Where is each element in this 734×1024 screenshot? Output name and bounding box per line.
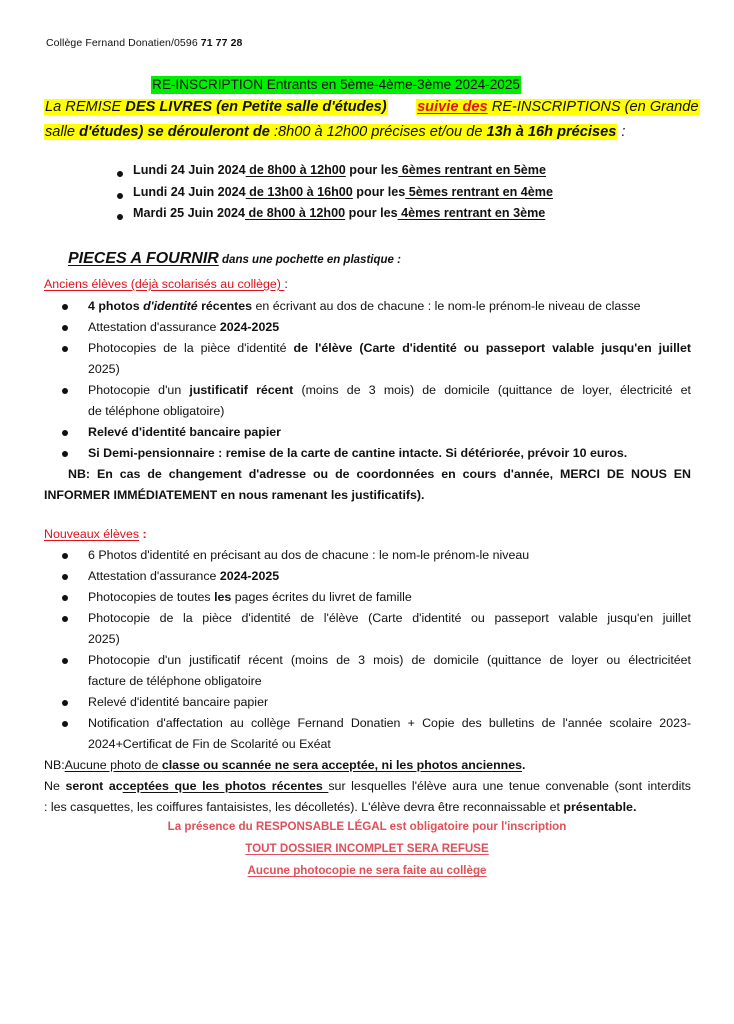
nouveaux-item: 6 Photos d'identité en précisant au dos de chacune : le nom-le prénom-le niveau: [88, 548, 530, 562]
note-bold: classe ou scannée ne sera acceptée, ni les photos anciennes: [161, 758, 522, 772]
item-text: (moins de 3 mois) de domicile (quittance de loyer, électricité et: [293, 383, 692, 397]
item-text: Photocopies de la pièce d'identité: [88, 341, 294, 355]
bullet-icon: [62, 346, 68, 352]
bullet-icon: [62, 721, 68, 727]
note-text: sur lesquelles l'élève aura une tenue convenable (sont interdits: [328, 779, 691, 793]
schedule-item: [133, 206, 545, 220]
note-bold: que les photos récentes: [168, 779, 329, 793]
nb-bold: INFORMER IMMÉDIATEMENT: [44, 488, 218, 502]
intro-text: salle: [45, 124, 80, 140]
bullet-icon: [62, 304, 68, 310]
school-header: [46, 37, 242, 49]
anciens-colon: :: [284, 277, 288, 291]
nouveaux-item: [88, 566, 691, 587]
nouveaux-item: Photocopie de la pièce d'identité de l'élève (Carte d'identité ou passeport valable jusqu'en juillet: [88, 611, 691, 625]
nouveaux-colon: :: [139, 527, 147, 541]
anciens-item: Si Demi-pensionnaire : remise de la carte de cantine intacte. Si détériorée, prévoir 10 euros.: [88, 446, 628, 460]
bullet-icon: [62, 616, 68, 622]
nouveaux-heading: [44, 527, 147, 541]
note-bold: ceptées: [122, 779, 169, 793]
item-text: de l'élève (Carte d'identité ou passeport valable jusqu'en juillet: [293, 341, 692, 355]
note-text: Ne: [44, 779, 66, 793]
note-text: Aucune photo de: [64, 758, 162, 772]
anciens-heading-text: Anciens élèves (déjà scolarisés au collège): [44, 277, 285, 291]
note-text: .: [522, 758, 526, 772]
footer-incomplet: [0, 842, 734, 855]
pieces-title: PIECES A FOURNIR: [68, 250, 219, 267]
document-title: RE-INSCRIPTION Entrants en 5ème-4ème-3ème 2024-2025: [152, 77, 520, 92]
item-text: Attestation d'assurance: [88, 320, 220, 334]
bullet-icon: [117, 171, 123, 177]
nb-text: en nous ramenant les justificatifs).: [217, 488, 425, 502]
notes-nb: [44, 755, 691, 776]
notes-photos-cont: [44, 797, 691, 818]
intro-line-2: [44, 122, 625, 142]
pieces-heading: [68, 250, 401, 268]
intro-text: :8h00 à 12h00 précises et/ou de: [269, 124, 487, 140]
anciens-item-cont: 2025): [88, 362, 120, 376]
bullet-icon: [62, 388, 68, 394]
schedule-date: Lundi 24 Juin 2024: [133, 185, 246, 199]
bullet-icon: [62, 700, 68, 706]
anciens-nb: NB: En cas de changement d'adresse ou de coordonnées en cours d'année, MERCI DE NOUS EN: [68, 467, 691, 481]
nouveaux-item: Relevé d'identité bancaire papier: [88, 695, 269, 709]
intro-colon: :: [617, 124, 626, 140]
schedule-item: [133, 185, 553, 199]
bullet-icon: [62, 553, 68, 559]
intro-line-1: [44, 97, 700, 117]
intro-bold: d'études) se dérouleront de: [79, 124, 270, 140]
bullet-icon: [62, 430, 68, 436]
note-bold: seront ac: [65, 779, 123, 793]
nouveaux-item: Photocopie d'un justificatif récent (moins de 3 mois) de domicile (quittance de loyer ou électricitéet: [88, 653, 691, 667]
schedule-text: pour les: [345, 206, 398, 220]
anciens-nb-cont: [44, 485, 691, 506]
schedule-group: 5èmes rentrant en 4ème: [405, 185, 553, 199]
note-text: NB:: [44, 758, 65, 772]
item-text: 2024-2025: [219, 569, 280, 583]
footer-text: llège: [460, 864, 487, 877]
nouveaux-item: Notification d'affectation au collège Fernand Donatien + Copie des bulletins de l'année scolaire 2023-: [88, 716, 691, 730]
schedule-text: pour les: [352, 185, 406, 199]
intro-text: La REMISE: [45, 99, 126, 115]
schedule-item: [133, 163, 546, 177]
schedule-group: 4èmes rentrant en 3ème: [397, 206, 546, 220]
bullet-icon: [117, 214, 123, 220]
intro-suivie-des: suivie des: [417, 99, 488, 115]
item-text: Photocopies de toutes: [88, 590, 215, 604]
note-bold: présentable.: [563, 800, 637, 814]
schedule-hours: de 8h00 à 12h00: [245, 163, 346, 177]
bullet-icon: [62, 325, 68, 331]
footer-presence: La présence du RESPONSABLE LÉGAL est obligatoire pour l'inscription: [167, 820, 567, 833]
item-text: 4 photos: [88, 299, 144, 313]
anciens-item: [88, 380, 691, 401]
anciens-item: [88, 338, 691, 359]
school-phone: 71 77 28: [200, 37, 243, 49]
item-text: 2024-2025: [219, 320, 280, 334]
footer-text: Aucune photocopie ne sera faite au co: [247, 864, 461, 877]
item-text: Attestation d'assurance: [88, 569, 220, 583]
nouveaux-item-cont: 2024+Certificat de Fin de Scolarité ou Exéat: [88, 737, 331, 751]
intro-bold: DES LIVRES (en Petite salle d'études): [125, 99, 387, 115]
nouveaux-heading-text: Nouveaux élèves: [44, 527, 140, 541]
intro-text: RE-INSCRIPTIONS (en Grande: [487, 99, 699, 115]
item-text: en écrivant au dos de chacune : le nom-le prénom-le niveau de classe: [252, 299, 641, 313]
item-text: justificatif récent: [189, 383, 294, 397]
bullet-icon: [62, 595, 68, 601]
anciens-item: [88, 317, 691, 338]
nouveaux-item-cont: 2025): [88, 632, 120, 646]
bullet-icon: [117, 193, 123, 199]
item-text: d'identité: [143, 299, 198, 313]
intro-gap: [388, 99, 416, 115]
footer-text: TOUT DOSSIER INCOMPLET SERA REFUSE: [245, 842, 489, 855]
bullet-icon: [62, 451, 68, 457]
bullet-icon: [62, 658, 68, 664]
item-text: pages écrites du livret de famille: [231, 590, 412, 604]
anciens-heading: [44, 277, 288, 291]
anciens-item: Relevé d'identité bancaire papier: [88, 425, 282, 439]
item-text: récentes: [197, 299, 253, 313]
schedule-hours: de 13h00 à 16h00: [245, 185, 353, 199]
nouveaux-item-cont: facture de téléphone obligatoire: [88, 674, 262, 688]
item-text: Photocopie d'un: [88, 383, 190, 397]
footer-photocopie: [0, 864, 734, 877]
anciens-item: [88, 296, 691, 317]
anciens-item-cont: de téléphone obligatoire): [88, 404, 225, 418]
item-text: les: [214, 590, 232, 604]
schedule-date: Mardi 25 Juin 2024: [133, 206, 245, 220]
notes-photos: [44, 776, 691, 797]
intro-bold: 13h à 16h précises: [486, 124, 617, 140]
note-text: : les casquettes, les coiffures fantaisistes, les décolletés). L'élève devra être reconnaissable et: [44, 800, 564, 814]
school-name: Collège Fernand Donatien/0596: [46, 37, 201, 49]
nouveaux-item: [88, 587, 691, 608]
pieces-subtitle: dans une pochette en plastique :: [218, 254, 401, 266]
schedule-date: Lundi 24 Juin 2024: [133, 163, 246, 177]
schedule-group: 6èmes rentrant en 5ème: [398, 163, 546, 177]
schedule-hours: de 8h00 à 12h00: [245, 206, 346, 220]
schedule-text: pour les: [345, 163, 399, 177]
bullet-icon: [62, 574, 68, 580]
